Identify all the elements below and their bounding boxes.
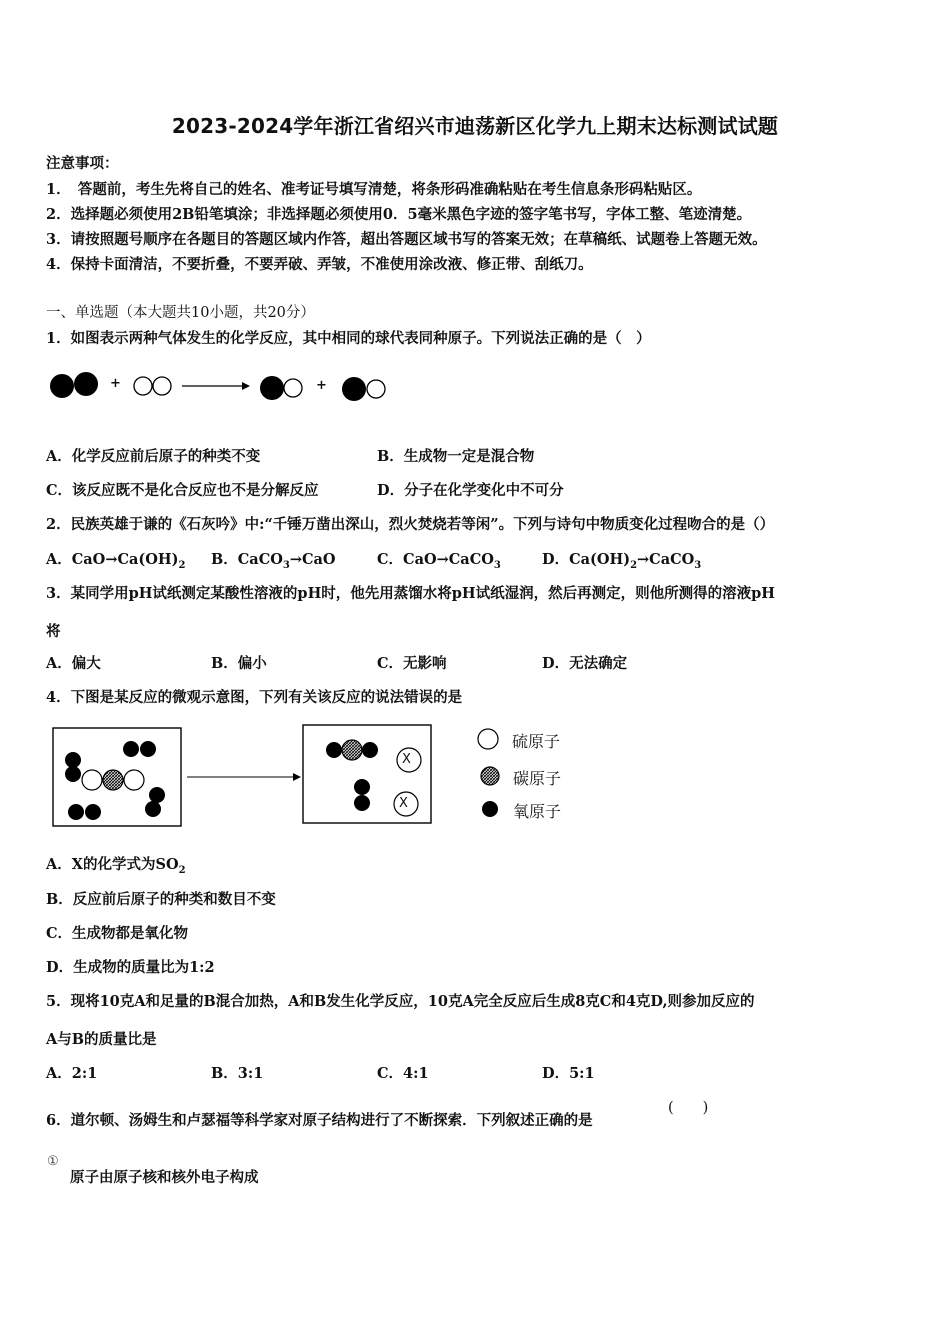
x-label: X	[402, 752, 411, 767]
q6-statement-1: 原子由原子核和核外电子构成	[70, 1169, 259, 1186]
sulfur-atom	[124, 770, 144, 790]
q5-option-b: B．3:1	[211, 1065, 264, 1082]
carbon-atom	[342, 740, 362, 760]
q3-option-a: A．偏大	[46, 655, 101, 672]
question-5-stem-cont: A与B的质量比是	[46, 1031, 157, 1048]
circled-number: ①	[47, 1154, 59, 1169]
white-atom	[367, 380, 385, 398]
question-5-stem: 5．现将10克A和足量的B混合加热，A和B发生化学反应，10克A完全反应后生成8克C和4克D,则参加反应的	[46, 993, 755, 1010]
plus-sign: +	[110, 376, 121, 391]
q2-option-b: B．CaCO$_3$→CaO	[211, 551, 336, 571]
q1-option-b: B．生成物一定是混合物	[377, 448, 535, 465]
q2-option-d: D．$Ca(OH)_2\to CaCO_3$	[542, 551, 702, 571]
q5-option-a: A．2:1	[46, 1065, 98, 1082]
oxygen-atom	[123, 741, 139, 757]
question-3-stem-cont: 将	[46, 623, 61, 640]
q3-option-d: D．无法确定	[542, 655, 628, 672]
q1-option-c: C．该反应既不是化合反应也不是分解反应	[46, 482, 319, 499]
q4-reaction-diagram	[50, 722, 570, 832]
oxygen-atom	[145, 801, 161, 817]
black-atom	[260, 376, 284, 400]
q1-option-d: D．分子在化学变化中不可分	[377, 482, 564, 499]
question-3-stem: 3．某同学用pH试纸测定某酸性溶液的pH时，他先用蒸馏水将pH试纸湿润，然后再测定，则他所测得的溶液pH	[46, 585, 775, 602]
q3-option-c: C．无影响	[377, 655, 447, 672]
black-atom	[50, 374, 74, 398]
question-4-stem: 4．下图是某反应的微观示意图，下列有关该反应的说法错误的是	[46, 689, 463, 706]
question-2-stem: 2．民族英雄于谦的《石灰吟》中:“千锤万凿出深山，烈火焚烧若等闲”。下列与诗句中物质变化过程吻合的是（）	[46, 516, 775, 533]
q4-option-c: C．生成物都是氧化物	[46, 925, 189, 942]
legend-sulfur: 硫原子	[512, 732, 561, 751]
answer-paren: ( )	[668, 1100, 709, 1116]
q4-option-a: A．X的化学式为$SO_2$	[46, 856, 186, 876]
q4-option-d: D．生成物的质量比为1:2	[46, 959, 215, 976]
black-atom	[342, 377, 366, 401]
q4-option-b: B．反应前后原子的种类和数目不变	[46, 891, 276, 908]
white-atom	[134, 377, 152, 395]
notice-item: 2．选择题必须使用2B铅笔填涂；非选择题必须使用0．5毫米黑色字迹的签字笔书写，字体工整、笔迹清楚。	[46, 206, 752, 223]
section-heading: 一、单选题（本大题共10小题，共20分）	[46, 305, 315, 321]
legend-carbon-symbol	[481, 767, 499, 785]
page-title: 2023-2024学年浙江省绍兴市迪荡新区化学九上期末达标测试试题	[171, 114, 779, 138]
q2-option-c: C．CaO→CaCO$_3$	[377, 551, 501, 571]
legend-oxygen-symbol	[482, 801, 498, 817]
notice-item: 1． 答题前，考生先将自己的姓名、准考证号填写清楚，将条形码准确粘贴在考生信息条形码粘贴区。	[46, 181, 702, 198]
legend-carbon: 碳原子	[513, 769, 562, 788]
q5-option-c: C．4:1	[377, 1065, 429, 1082]
oxygen-atom	[362, 742, 378, 758]
oxygen-atom	[65, 752, 81, 768]
oxygen-atom	[85, 804, 101, 820]
oxygen-atom	[354, 779, 370, 795]
question-1-stem: 1．如图表示两种气体发生的化学反应，其中相同的球代表同种原子。下列说法正确的是（ ）	[46, 330, 651, 347]
oxygen-atom	[354, 795, 370, 811]
question-6-stem: 6．道尔顿、汤姆生和卢瑟福等科学家对原子结构进行了不断探索．下列叙述正确的是	[46, 1112, 593, 1129]
legend-sulfur-symbol	[478, 729, 498, 749]
oxygen-atom	[65, 766, 81, 782]
reaction-arrow-head	[293, 773, 301, 781]
q2-option-a: A．$CaO\to Ca(OH)_2$	[46, 551, 186, 571]
q1-reaction-diagram	[46, 368, 406, 408]
sulfur-atom	[82, 770, 102, 790]
legend-oxygen: 氧原子	[513, 802, 562, 821]
white-atom	[153, 377, 171, 395]
black-atom	[74, 372, 98, 396]
q1-option-a: A．化学反应前后原子的种类不变	[46, 448, 261, 465]
oxygen-atom	[149, 787, 165, 803]
reaction-arrow-head	[242, 382, 250, 390]
carbon-atom	[103, 770, 123, 790]
notice-item: 3．请按照题号顺序在各题目的答题区域内作答，超出答题区域书写的答案无效；在草稿纸、试题卷上答题无效。	[46, 231, 767, 248]
notice-heading: 注意事项：	[46, 155, 119, 172]
oxygen-atom	[68, 804, 84, 820]
x-label: X	[399, 796, 408, 811]
q3-option-b: B．偏小	[211, 655, 267, 672]
oxygen-atom	[140, 741, 156, 757]
white-atom	[284, 379, 302, 397]
plus-sign: +	[316, 378, 327, 393]
notice-item: 4．保持卡面清洁，不要折叠，不要弄破、弄皱，不准使用涂改液、修正带、刮纸刀。	[46, 256, 593, 273]
oxygen-atom	[326, 742, 342, 758]
q5-option-d: D．5:1	[542, 1065, 595, 1082]
